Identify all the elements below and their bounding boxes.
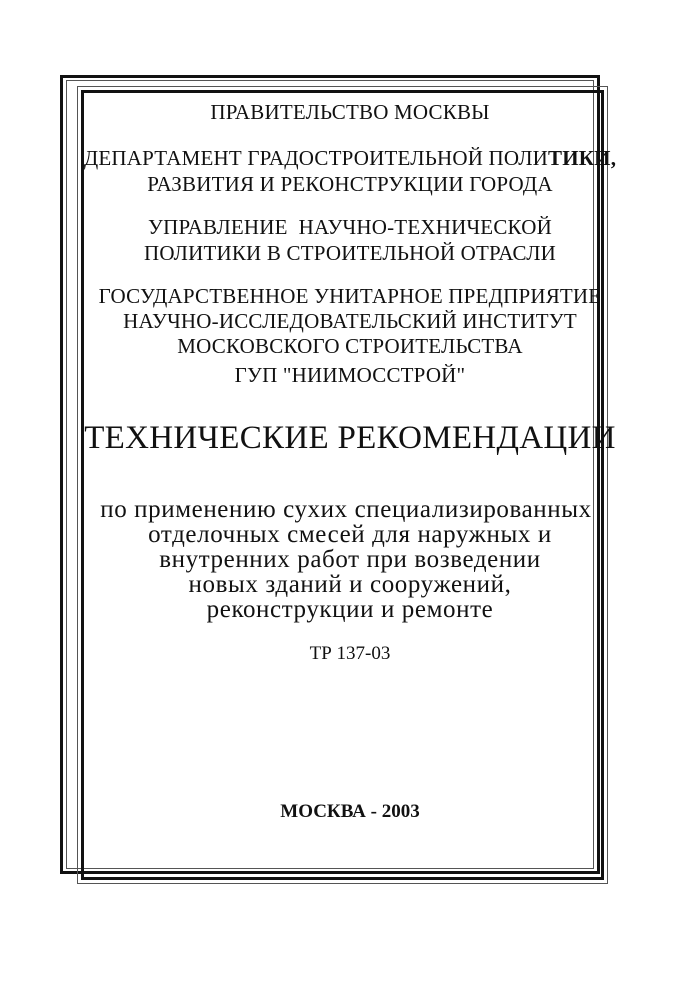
government-name: ПРАВИТЕЛЬСТВО МОСКВЫ — [210, 100, 490, 124]
department-line-1-bold: ТИКИ, — [548, 146, 617, 170]
imprint-city-year: МОСКВА - 2003 — [280, 801, 420, 822]
inner-frame-thick — [81, 90, 604, 880]
department-line-2: РАЗВИТИЯ И РЕКОНСТРУКЦИИ ГОРОДА — [147, 172, 553, 196]
subtitle-line-5: реконструкции и ремонте — [206, 596, 494, 623]
directorate-line-2: ПОЛИТИКИ В СТРОИТЕЛЬНОЙ ОТРАСЛИ — [143, 241, 557, 265]
directorate-line-1: УПРАВЛЕНИЕ НАУЧНО-ТЕХНИЧЕСКОЙ — [148, 215, 552, 239]
subtitle-line-2: отделочных смесей для наружных и — [148, 521, 552, 548]
enterprise-line-1: ГОСУДАРСТВЕННОЕ УНИТАРНОЕ ПРЕДПРИЯТИЕ — [98, 284, 602, 308]
subtitle-line-4: новых зданий и сооружений, — [188, 571, 512, 598]
enterprise-line-3: МОСКОВСКОГО СТРОИТЕЛЬСТВА — [177, 334, 523, 358]
enterprise-short-name: ГУП "НИИМОССТРОЙ" — [234, 363, 466, 387]
department-line-1-text: ДЕПАРТАМЕНТ ГРАДОСТРОИТЕЛЬНОЙ ПОЛИ — [83, 146, 549, 170]
document-code: ТР 137-03 — [309, 643, 391, 664]
document-title: ТЕХНИЧЕСКИЕ РЕКОМЕНДАЦИИ — [84, 420, 616, 456]
subtitle-line-3: внутренних работ при возведении — [159, 546, 541, 573]
department-line-1 — [0, 146, 700, 171]
subtitle-line-1: по применению сухих специализированных — [100, 496, 592, 523]
enterprise-line-2: НАУЧНО-ИССЛЕДОВАТЕЛЬСКИЙ ИНСТИТУТ — [123, 309, 577, 333]
